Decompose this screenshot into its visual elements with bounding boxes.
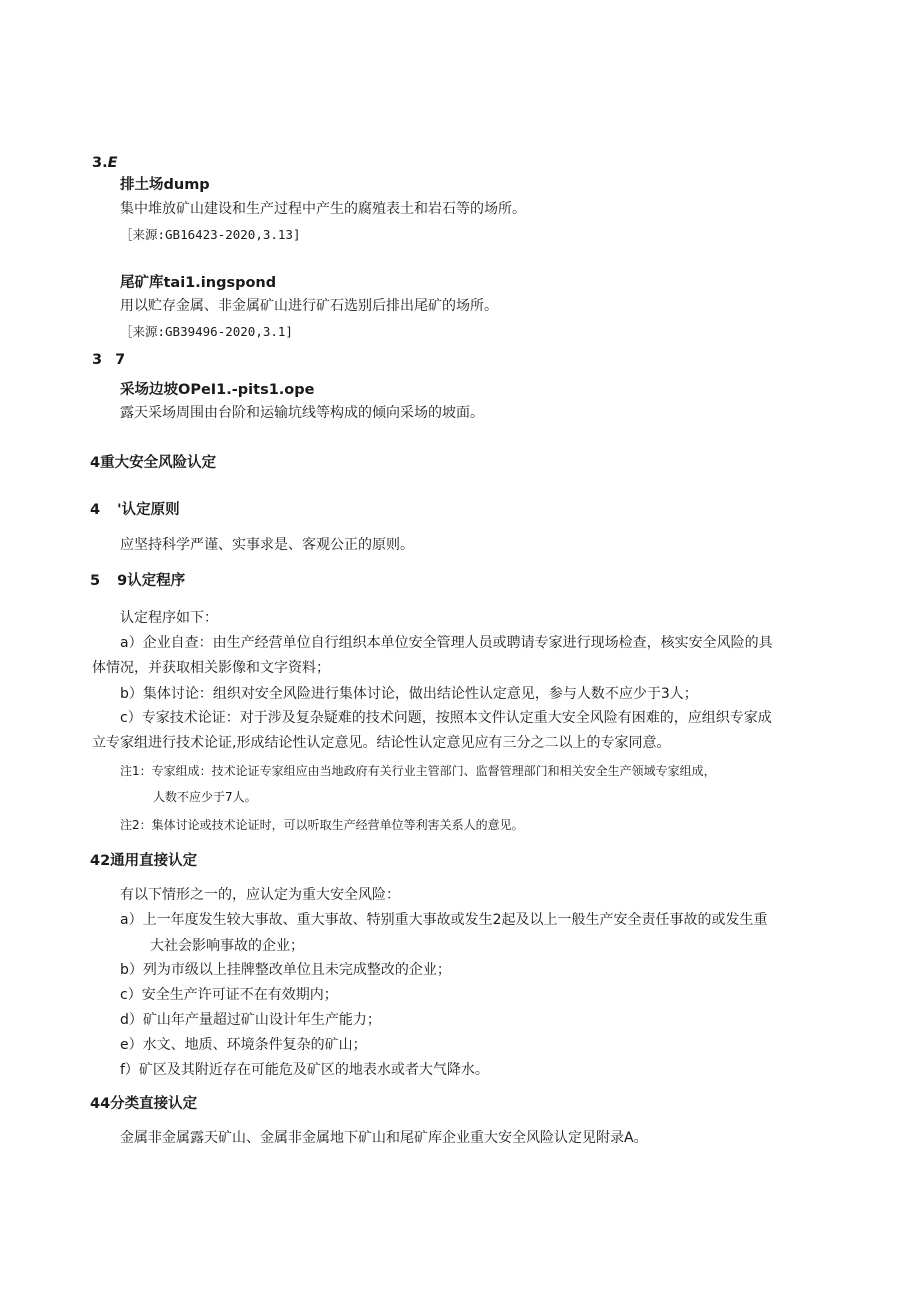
definition-dump: 集中堆放矿山建设和生产过程中产生的腐殖表土和岩石等的场所。 (120, 201, 526, 217)
definition-tailings-pond: 用以贮存金属、非金属矿山进行矿石选别后排出尾矿的场所。 (120, 298, 498, 314)
note-1-line2: 人数不应少于7人。 (153, 790, 257, 804)
section-4-heading: 4重大安全风险认定 (90, 455, 217, 471)
direct-criteria-item-d: d）矿山年产量超过矿山设计年生产能力； (120, 1012, 381, 1028)
section-41-text: 应坚持科学严谨、实事求是、客观公正的原则。 (120, 537, 414, 553)
term-tailings-pond: 尾矿库tai1.ingspond (120, 275, 277, 291)
direct-criteria-item-e: e）水文、地质、环境条件复杂的矿山； (120, 1037, 367, 1053)
direct-criteria-item-a-line2: 大社会影响事故的企业； (150, 938, 304, 954)
procedure-item-a-line1: a）企业自查：由生产经营单位自行组织本单位安全管理人员或聘请专家进行现场检查，核实安全风险的具 (120, 635, 773, 651)
procedure-item-c-line2: 立专家组进行技术论证,形成结论性认定意见。结论性认定意见应有三分之二以上的专家同意。 (92, 735, 671, 751)
direct-criteria-item-b: b）列为市级以上挂牌整改单位且未完成整改的企业； (120, 962, 451, 978)
section-44-text: 金属非金属露天矿山、金属非金属地下矿山和尾矿库企业重大安全风险认定见附录A。 (120, 1130, 648, 1146)
note-2: 注2：集体讨论或技术论证时，可以听取生产经营单位等利害关系人的意见。 (120, 818, 524, 832)
procedure-intro: 认定程序如下： (120, 610, 218, 626)
clause-37-number: 3 7 (92, 352, 126, 368)
direct-criteria-item-f: f）矿区及其附近存在可能危及矿区的地表水或者大气降水。 (120, 1062, 489, 1078)
section-59-heading: 5 9认定程序 (90, 573, 186, 589)
source-tailings-pond: ［来源:GB39496-2020,3.1] (120, 324, 293, 339)
term-dump: 排土场dump (120, 177, 210, 193)
direct-criteria-item-a-line1: a）上一年度发生较大事故、重大事故、特别重大事故或发生2起及以上一般生产安全责任事故的或发生重 (120, 912, 768, 928)
direct-criteria-intro: 有以下情形之一的，应认定为重大安全风险： (120, 887, 400, 903)
procedure-item-a-line2: 体情况，并获取相关影像和文字资料； (92, 660, 330, 676)
procedure-item-c-line1: c）专家技术论证：对于涉及复杂疑难的技术问题，按照本文件认定重大安全风险有困难的，应组织专家成 (120, 710, 772, 726)
section-44-heading: 44分类直接认定 (90, 1096, 198, 1112)
section-41-heading: 4 '认定原则 (90, 502, 180, 518)
clause-3e-number: 3.E (92, 155, 118, 171)
note-1-line1: 注1：专家组成：技术论证专家组应由当地政府有关行业主管部门、监督管理部门和相关安全生产领域专家组成， (120, 764, 716, 778)
source-dump: ［来源:GB16423-2020,3.13] (120, 227, 301, 242)
section-42-heading: 42通用直接认定 (90, 853, 198, 869)
procedure-item-b: b）集体讨论：组织对安全风险进行集体讨论，做出结论性认定意见，参与人数不应少于3人； (120, 686, 698, 702)
direct-criteria-item-c: c）安全生产许可证不在有效期内； (120, 987, 338, 1003)
term-open-pit-slope: 采场边坡OPeI1.-pits1.ope (120, 382, 315, 398)
definition-open-pit-slope: 露天采场周围由台阶和运输坑线等构成的倾向采场的坡面。 (120, 405, 484, 421)
